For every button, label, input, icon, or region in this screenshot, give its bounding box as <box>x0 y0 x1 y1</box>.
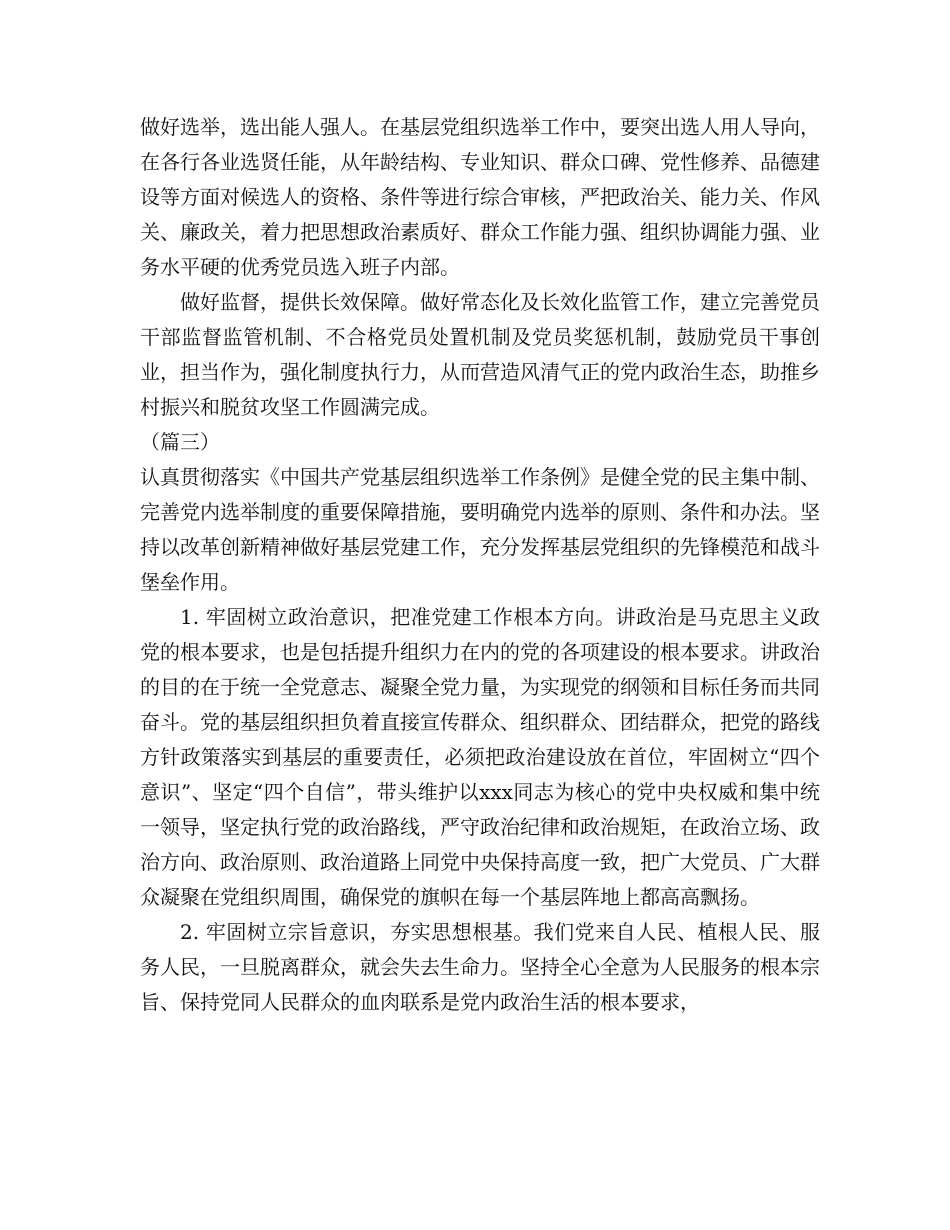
document-body <box>140 110 820 1020</box>
section-heading: （篇三） <box>140 430 220 454</box>
paragraph-political-awareness: 1. 牢固树立政治意识，把准党建工作根本方向。讲政治是马克思主义政党的根本要求，也是包括提升组织力在内的党的各项建设的根本要求。讲政治的目的在于统一全党意志、凝聚全党力量，为实现党的纲领和目标任务而共同奋斗。党的基层组织担负着直接宣传群众、组织群众、团结群众，把党的路线方针政策落实到基层的重要责任，必须把政治建设放在首位，牢固树立“四个意识”、坚定“四个自信”，带头维护以xxx同志为核心的党中央权威和集中统一领导，坚定执行党的政治路线，严守政治纪律和政治规矩，在政治立场、政治方向、政治原则、政治道路上同党中央保持高度一致，把广大党员、广大群众凝聚在党组织周围，确保党的旗帜在每一个基层阵地上都高高飘扬。 <box>140 605 820 909</box>
paragraph-intro: 认真贯彻落实《中国共产党基层组织选举工作条例》是健全党的民主集中制、完善党内选举制度的重要保障措施，要明确党内选举的原则、条件和办法。坚持以改革创新精神做好基层党建工作，充分发挥基层党组织的先锋模范和战斗堡垒作用。 <box>140 465 820 594</box>
paragraph-supervision: 做好监督，提供长效保障。做好常态化及长效化监管工作，建立完善党员干部监督监管机制、不合格党员处置机制及党员奖惩机制，鼓励党员干事创业，担当作为，强化制度执行力，从而营造风清气正的党内政治生态，助推乡村振兴和脱贫攻坚工作圆满完成。 <box>140 290 820 419</box>
paragraph-election: 做好选举，选出能人强人。在基层党组织选举工作中，要突出选人用人导向，在各行各业选贤任能，从年龄结构、专业知识、群众口碑、党性修养、品德建设等方面对候选人的资格、条件等进行综合审核，严把政治关、能力关、作风关、廉政关，着力把思想政治素质好、群众工作能力强、组织协调能力强、业务水平硬的优秀党员选入班子内部。 <box>140 115 820 279</box>
paragraph-purpose-awareness: 2. 牢固树立宗旨意识，夯实思想根基。我们党来自人民、植根人民、服务人民，一旦脱离群众，就会失去生命力。坚持全心全意为人民服务的根本宗旨、保持党同人民群众的血肉联系是党内政治生活的根本要求， <box>140 920 820 1014</box>
